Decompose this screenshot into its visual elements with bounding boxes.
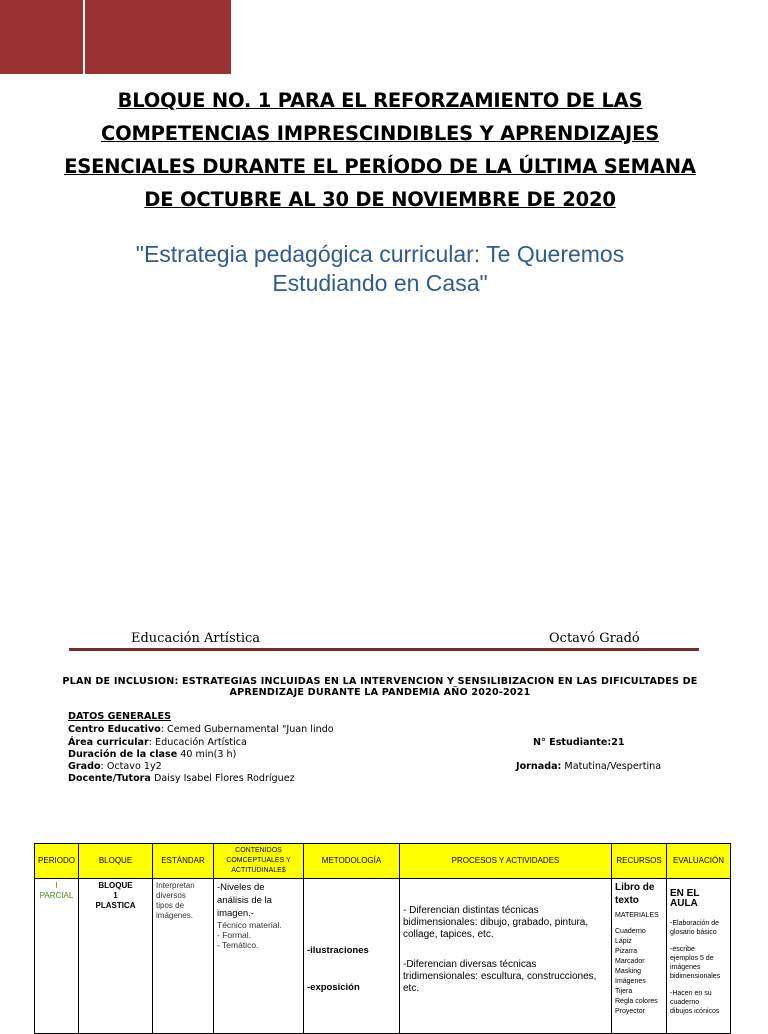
grado-label: Grado [68, 761, 101, 772]
cell-procesos [400, 879, 612, 1034]
duracion-value: 40 min(3 h) [177, 749, 237, 760]
jornada-label: Jornada: [516, 761, 562, 772]
cell-contenidos [214, 879, 304, 1034]
cell-periodo [35, 879, 79, 1034]
contenido-line: imagen.- [217, 908, 254, 919]
contenido-line: análisis de la [217, 895, 272, 906]
centro-label: Centro Educativo [68, 724, 161, 735]
corner-divider [83, 0, 85, 74]
estandar-line: tipos de [156, 901, 185, 910]
evaluacion-line: cuaderno [670, 999, 700, 1006]
document-subtitle [60, 240, 700, 298]
corner-decoration [0, 0, 231, 74]
evaluacion-line: dibujos icónicos [670, 1008, 720, 1015]
datos-heading [68, 711, 171, 723]
docente-row [68, 773, 295, 785]
recurso-item: Pizarra [615, 948, 638, 955]
recursos-title: texto [615, 895, 639, 906]
col-procesos: PROCESOS Y ACTIVIDADES [400, 844, 612, 879]
cell-recursos [612, 879, 667, 1034]
centro-value: : Cemed Gubernamental "Juan lindo [160, 724, 334, 735]
evaluacion-line: bidimensionales [670, 973, 721, 980]
plan-table [34, 843, 731, 1034]
metodologia-item: -ilustraciones [307, 945, 369, 956]
contenido-sub: - Temático. [217, 940, 259, 950]
title-line: DE OCTUBRE AL 30 DE NOVIEMBRE DE 2020 [144, 188, 616, 211]
col-bloque: BLOQUE [79, 844, 153, 879]
cell-metodologia [304, 879, 400, 1034]
recurso-item: Tijera [615, 988, 633, 995]
plan-title-line: PLAN DE INCLUSION: ESTRATEGIAS INCLUIDAS EN LA INTERVENCION Y SENSILIBIZACION EN LAS DIFICULTADES DE [62, 676, 698, 687]
periodo-number: I [55, 881, 58, 890]
col-recursos: RECURSOS [612, 844, 667, 879]
evaluacion-line: -Elaboración de [670, 920, 720, 927]
plan-title [60, 676, 700, 698]
col-metodologia: METODOLOGÍA [304, 844, 400, 879]
header-grade: Octavó Gradó [549, 631, 640, 646]
bloque-line: BLOQUE [98, 881, 133, 890]
proceso-item: - Diferencian distintas técnicas bidimensionales: dibujo, grabado, pintura, collage, tapices, etc. [403, 905, 589, 940]
contenido-sub: Técnico material. [217, 920, 282, 930]
contenido-line: -Niveles de [217, 882, 265, 893]
header-rule [69, 648, 699, 651]
evaluacion-title: EN EL AULA [670, 888, 700, 909]
recurso-item: Regla colores [615, 998, 658, 1005]
cell-bloque [79, 879, 153, 1034]
recurso-item: Marcador [615, 958, 645, 965]
recurso-item: Cuaderno [615, 928, 646, 935]
docente-value: Daisy Isabel Flores Rodríguez [150, 773, 295, 784]
evaluacion-line: glosario básico [670, 929, 717, 936]
bloque-line: PLASTICA [95, 901, 136, 910]
title-line: COMPETENCIAS IMPRESCINDIBLES Y APRENDIZAJES [100, 122, 660, 145]
duracion-row [68, 749, 236, 761]
jornada-value: Matutina/Vespertina [561, 761, 662, 772]
bloque-line: 1 [113, 891, 118, 900]
col-periodo: PERIODO [35, 844, 79, 879]
estandar-line: imágenes. [156, 911, 193, 920]
proceso-item: -Diferencian diversas técnicas tridimensionales: escultura, construcciones, etc. [403, 959, 597, 994]
estudiante-row [533, 737, 625, 749]
evaluacion-line: ejemplos 5 de [670, 955, 714, 962]
cell-estandar [153, 879, 214, 1034]
grado-value: : Octavo 1y2 [100, 761, 162, 772]
periodo-label: PARCIAL [39, 891, 74, 900]
recurso-item: Imágenes [615, 978, 646, 985]
area-row [68, 737, 247, 749]
centro-row [68, 724, 334, 736]
plan-title-line: APRENDIZAJE DURANTE LA PANDEMIA AÑO 2020-2021 [229, 687, 531, 698]
cell-evaluacion [667, 879, 731, 1034]
estandar-line: Interpretan [156, 881, 195, 890]
evaluacion-line: -Hacen en su [670, 990, 712, 997]
recursos-title: Libro de [615, 882, 655, 893]
col-estandar: ESTÁNDAR [153, 844, 214, 879]
area-value: : Educación Artística [148, 737, 247, 748]
datos-heading-text: DATOS GENERALES [68, 711, 171, 722]
contenido-sub: - Formal. [217, 930, 251, 940]
docente-label: Docente/Tutora [68, 773, 151, 784]
subtitle-line: Estudiando en Casa" [272, 270, 488, 296]
title-line: ESENCIALES DURANTE EL PERÍODO DE LA ÚLTIMA SEMANA [64, 155, 696, 178]
grado-row [68, 761, 162, 773]
header-subject: Educación Artística [131, 631, 261, 646]
title-line: BLOQUE NO. 1 PARA EL REFORZAMIENTO DE LAS [117, 89, 643, 112]
table-row [35, 879, 731, 1034]
table-header-row [35, 844, 731, 879]
estudiante-value: 21 [611, 737, 625, 748]
col-contenidos: CONTENIDOS COMCEPTUALES Y ACTITUDINALE$ [214, 844, 304, 879]
recurso-item: Masking [615, 968, 642, 975]
duracion-label: Duración de la clase [68, 749, 178, 760]
col-evaluacion: EVALUACIÓN [667, 844, 731, 879]
evaluacion-line: -escribe [670, 946, 695, 953]
jornada-row [516, 761, 661, 773]
metodologia-item: -exposición [307, 982, 360, 993]
evaluacion-line: imágenes [670, 964, 701, 971]
recursos-subtitle: MATERIALES [615, 912, 659, 919]
estandar-line: diversos [156, 891, 186, 900]
document-title [40, 84, 720, 216]
subtitle-line: "Estrategia pedagógica curricular: Te Queremos [135, 241, 625, 267]
recurso-item: Proyector [615, 1008, 645, 1015]
area-label: Área curricular [68, 737, 149, 748]
recurso-item: Lápiz [615, 938, 632, 945]
estudiante-label: N° Estudiante: [533, 737, 612, 748]
